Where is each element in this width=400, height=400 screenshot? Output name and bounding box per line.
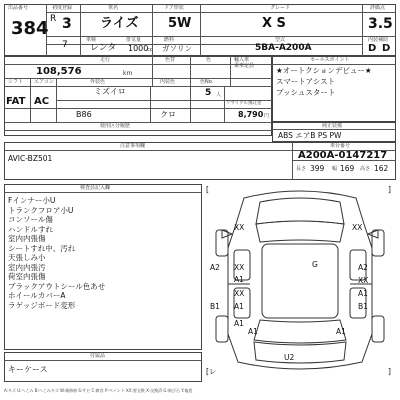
chassis-height: 162 [374, 164, 389, 173]
inspector-label: 検査員記入欄 [80, 185, 111, 191]
score: 3.5 [368, 16, 393, 32]
era: R [50, 14, 57, 24]
damage-mark: G [312, 260, 318, 269]
seats-unit: 人 [216, 92, 222, 98]
displacement: 1000 [128, 44, 149, 53]
car-name: ライズ [100, 16, 139, 31]
mid-label-1: 内装色 [160, 79, 176, 85]
damage-mark: A1 [248, 327, 258, 336]
damage-mark: XX [358, 276, 369, 285]
damage-mark: U2 [284, 353, 295, 362]
seats-label: 乗車定員 [234, 63, 255, 69]
inspector-items [8, 196, 105, 310]
equipment-label: 純正装備 [322, 123, 343, 129]
extras-label: 付属品 [90, 353, 106, 359]
bracket-bottom-right: ] [388, 367, 391, 376]
chassis-length: 399 [310, 164, 325, 173]
car-diagram [204, 184, 396, 380]
chassis-number: A200A-0147217 [298, 150, 388, 161]
damage-mark: A1 [234, 319, 244, 328]
chassis-height-label: 高さ [360, 166, 371, 172]
grade-label: グレード [270, 5, 291, 11]
sales-point-1: スマートアシスト [276, 77, 336, 86]
interior-grade: D [368, 43, 377, 54]
bracket-top-left: [ [206, 185, 209, 194]
inspector-item: 荷室内張傷 [8, 272, 46, 281]
inspector-item: コンソール傷 [8, 215, 53, 224]
inspector-item: トランクフロア小U [8, 205, 74, 215]
mid-label-0: 外装色 [90, 79, 106, 85]
color-code-label: 色替 [165, 57, 176, 63]
damage-mark: B1 [210, 302, 220, 311]
damage-mark: XX [352, 223, 363, 232]
recycle-fee: 8,790 [238, 110, 264, 119]
inspector-item: ホイールカバーA [8, 291, 66, 300]
year: 3 [62, 16, 72, 32]
legend: A:キズ U:へこみ B:へこみキズ W:補修跡 S:サビ C:腐食 P:ペイント XX:要交換 X:交換済 G:飛び石 Y:亀裂 [4, 388, 193, 393]
exterior-grade: D [382, 43, 391, 54]
color-code: B86 [76, 110, 92, 119]
transmission-label: シフト [8, 79, 24, 85]
damage-mark: XX [234, 289, 245, 298]
transmission: FAT [6, 96, 26, 107]
lot-number: 384 [11, 18, 49, 39]
bracket-top-right: ] [388, 185, 391, 194]
extras-text: キーケース [8, 365, 48, 374]
damage-mark: XX [234, 223, 245, 232]
bracket-bottom-left: [レ [206, 367, 217, 376]
car-name-label: 車名 [108, 5, 119, 11]
lot-label: 出品番号 [8, 5, 29, 11]
expiry-label: 車検 [86, 37, 97, 43]
mileage-label: 走行 [100, 57, 111, 63]
damage-mark: A1 [234, 302, 244, 311]
fuel: ガソリン [162, 44, 192, 53]
inspector-item: ラゲッジボード変形 [8, 300, 76, 310]
seats: 5 [205, 88, 212, 98]
month: 7 [62, 40, 68, 50]
damage-mark: A1 [234, 275, 244, 284]
damage-mark: A1 [358, 289, 368, 298]
ac-label: エアコン [34, 79, 54, 85]
model-label: 型式 [275, 37, 286, 43]
ac: AC [34, 96, 50, 107]
inspector-item: Fインナー小U [8, 196, 56, 205]
chassis-length-label: 長さ [296, 166, 307, 172]
inspector-item: ハンドルすれ [8, 224, 53, 234]
expiry: レンタ [90, 43, 117, 53]
fuel-label: 燃料 [164, 37, 175, 43]
recycle-fee-label: リサイクル預託金 [226, 101, 262, 106]
damage-mark: XX [234, 263, 245, 272]
chassis-width-label: 幅 [332, 166, 338, 172]
mid-label-2: 色No. [200, 79, 214, 85]
inspector-item: 室内内張傷 [8, 234, 46, 243]
year-label: 初度登録 [52, 5, 73, 11]
interior-color: クロ [160, 110, 176, 119]
mileage-unit: km [123, 70, 133, 77]
damage-mark: A2 [210, 263, 220, 272]
inspector-item: シートすれ中、汚れ [8, 243, 76, 253]
chassis-label: 車台番号 [330, 143, 351, 149]
displacement-unit: cc [147, 47, 153, 53]
color: ミズイロ [94, 87, 126, 96]
sales-point-2: プッシュスタート [276, 88, 336, 97]
sales-points-label: セールスポイント [310, 57, 350, 63]
doors-label: ドア形状 [164, 5, 184, 11]
notes-label: 注意事項欄 [120, 143, 146, 149]
inspector-item: 天張しみ小 [8, 253, 46, 262]
model-code: 5BA-A200A [255, 43, 312, 53]
grade: X S [262, 16, 286, 31]
damage-mark: A1 [336, 327, 346, 336]
notes-text: AVIC-BZ501 [8, 154, 53, 163]
doors: 5W [168, 16, 192, 31]
sales-point-0: ★オートクションデビュー★ [276, 66, 372, 75]
damage-mark: A2 [358, 263, 368, 272]
mileage-value: 108,576 [36, 66, 82, 77]
inspector-item: 室内内張汚 [8, 262, 46, 272]
history-label: 使用区分履歴 [100, 123, 131, 129]
chassis-width: 169 [340, 164, 355, 173]
equipment-items: ABS エアB PS PW [278, 131, 342, 140]
score-label: 評価点 [370, 5, 386, 11]
displacement-label: 排気量 [126, 37, 142, 43]
inspector-item: ブラックアウトシール色あせ [8, 281, 106, 291]
recycle-label: 輸入車 [234, 57, 250, 63]
interior-exterior-label: 内装補助 [368, 37, 389, 43]
recycle-fee-unit: 円 [264, 113, 270, 119]
color-label: 色 [206, 57, 212, 63]
damage-mark: B1 [358, 302, 368, 311]
